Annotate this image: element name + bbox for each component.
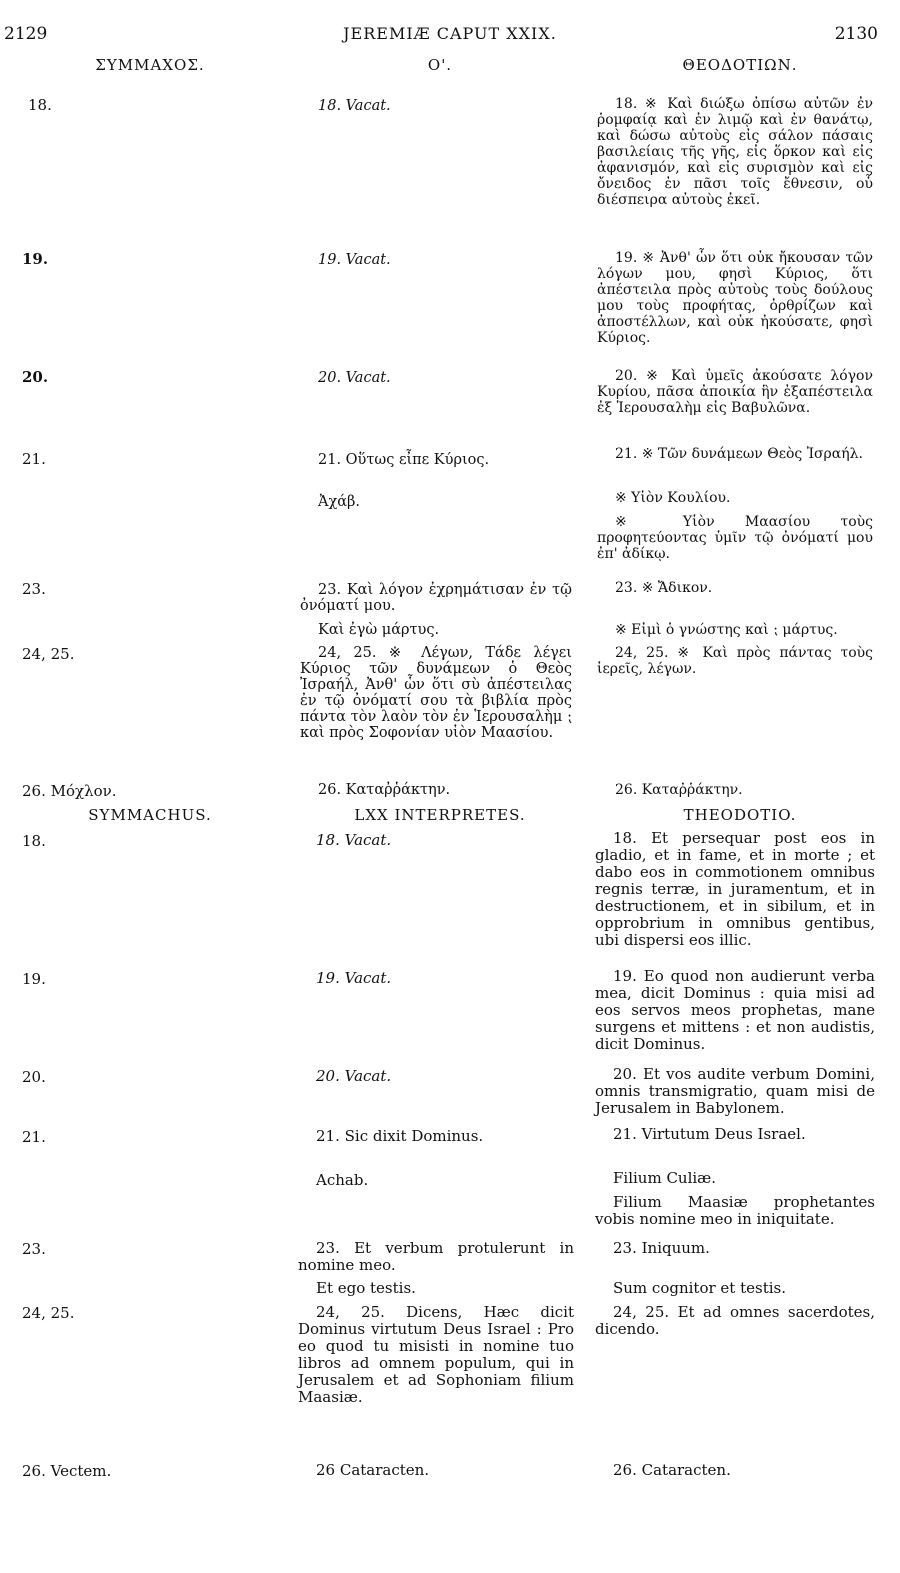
th-latin-23: 23. Iniquum. [613,1239,710,1257]
th-greek-21c: ※ Υἱὸν Μαασίου τοὺς προφητεύοντας ὑμῖν τῷ ὀνόματί μου ἐπ' ἀδίκῳ. [597,514,873,562]
lxx-greek-18: 18. Vacat. [318,98,391,114]
lxx-latin-19: 19. Vacat. [316,969,392,987]
header-symmachus-greek: ΣΥΜΜΑΧΟΣ. [95,56,205,74]
sym-latin-24-25: 24, 25. [22,1304,75,1322]
lxx-greek-24-25: 24, 25. ※ Λέγων, Τάδε λέγει Κύριος τῶν δυνάμεων ὁ Θεὸς Ἰσραήλ, Ἀνθ' ὧν ὅτι σὺ ἀπέστειλας ἐν τῷ ὀνόματί σου τὰ βιβλία πρὸς πάντα τὸν λαὸν τὸν ἐν Ἱερουσαλὴμ ⁏ καὶ πρὸς Σοφονίαν υἱὸν Μαασίου. [300,645,572,741]
lxx-greek-21: 21. Οὕτως εἶπε Κύριος. [318,452,490,468]
lxx-greek-23: 23. Καὶ λόγον ἐχρημάτισαν ἐν τῷ ὀνόματί μου. [300,582,572,614]
sym-latin-26: 26. Vectem. [22,1462,112,1480]
lxx-latin-20: 20. Vacat. [316,1067,392,1085]
sym-latin-19: 19. [22,970,46,988]
th-greek-21: 21. ※ Τῶν δυνάμεων Θεὸς Ἰσραήλ. [615,446,863,462]
page-number-left: 2129 [4,24,48,44]
sym-verse-20: 20. [22,368,49,386]
sym-verse-21: 21. [22,450,46,468]
lxx-greek-20: 20. Vacat. [318,370,391,386]
lxx-latin-23b: Et ego testis. [316,1279,416,1297]
sym-latin-21: 21. [22,1128,46,1146]
sym-latin-20: 20. [22,1068,46,1086]
th-latin-26: 26. Cataracten. [613,1461,731,1479]
th-latin-19: 19. Eo quod non audierunt verba mea, dicit Dominus : quia misi ad eos servos meos prophetas, mane surgens et mittens : et non audistis, dicit Dominus. [595,967,875,1053]
page-number-right: 2130 [834,24,878,44]
lxx-latin-24-25: 24, 25. Dicens, Hæc dicit Dominus virtutum Deus Israel : Pro eo quod tu misisti in nomine tuo libros ad omnem populum, qui in Jerusalem et ad Sophoniam filium Maasiæ. [298,1303,574,1406]
lxx-latin-18: 18. Vacat. [316,831,392,849]
th-greek-23b: ※ Εἰμὶ ὁ γνώστης καὶ ⁏ μάρτυς. [615,622,838,638]
header-theodotion-greek: ΘΕΟΔΟΤΙΩΝ. [682,56,798,74]
th-latin-23b: Sum cognitor et testis. [613,1279,786,1297]
th-greek-24-25: 24, 25. ※ Καὶ πρὸς πάντας τοὺς ἱερεῖς, λέγων. [597,645,873,677]
lxx-latin-21b: Achab. [316,1171,369,1189]
sym-verse-23: 23. [22,580,46,598]
th-latin-21: 21. Virtutum Deus Israel. [613,1125,806,1143]
header-lxx-greek: Ο'. [427,56,453,74]
lxx-latin-21: 21. Sic dixit Dominus. [316,1127,484,1145]
th-latin-20: 20. Et vos audite verbum Domini, omnis transmigratio, quam misi de Jerusalem in Babylonem. [595,1065,875,1117]
th-latin-24-25: 24, 25. Et ad omnes sacerdotes, dicendo. [595,1303,875,1338]
lxx-greek-26: 26. Καταῤῥάκτην. [318,782,451,798]
th-latin-18: 18. Et persequar post eos in gladio, et in fame, et in morte ; et dabo eos in commotionem omnibus regnis terræ, in juramentum, et in destructionem, et in sibilum, et in opprobrium in omnibus gentibus, ubi dispersi eos illic. [595,829,875,949]
lxx-latin-26: 26 Cataracten. [316,1461,430,1479]
sym-latin-18: 18. [22,832,46,850]
sym-verse-26: 26. Μόχλον. [22,782,117,800]
th-greek-18: 18. ※ Καὶ διώξω ὀπίσω αὐτῶν ἐν ῥομφαίᾳ καὶ ἐν λιμῷ καὶ ἐν θανάτῳ, καὶ δώσω αὐτοὺς εἰς σάλον πάσαις βασιλείαις τῆς γῆς, εἰς ὅρκον καὶ εἰς ἀφανισμόν, καὶ εἰς συρισμὸν καὶ εἰς ὄνειδος ἐν πᾶσι τοῖς ἔθνεσιν, οὗ διέσπειρα αὐτοὺς ἐκεῖ. [597,96,873,208]
header-lxx-latin: LXX INTERPRETES. [354,806,526,824]
header-symmachus-latin: SYMMACHUS. [88,806,212,824]
sym-verse-24-25: 24, 25. [22,645,75,663]
lxx-greek-19: 19. Vacat. [318,252,391,268]
th-latin-21b: Filium Culiæ. [613,1169,717,1187]
header-theodotion-latin: THEODOTIO. [683,806,797,824]
th-greek-26: 26. Καταῤῥάκτην. [615,782,743,798]
th-greek-21b: ※ Υἱὸν Κουλίου. [615,490,731,506]
th-greek-19: 19. ※ Ἀνθ' ὧν ὅτι οὐκ ἤκουσαν τῶν λόγων μου, φησὶ Κύριος, ὅτι ἀπέστειλα πρὸς αὐτοὺς τοὺς δούλους μου τοὺς προφήτας, ὀρθρίζων καὶ ἀποστέλλων, καὶ οὐκ ἠκούσατε, φησὶ Κύριος. [597,250,873,346]
th-greek-23: 23. ※ Ἄδικον. [615,580,713,596]
lxx-latin-23: 23. Et verbum protulerunt in nomine meo. [298,1239,574,1274]
running-title: JEREMIÆ CAPUT XXIX. [343,24,557,43]
sym-verse-18: 18. [28,96,52,114]
lxx-greek-23b: Καὶ ἐγὼ μάρτυς. [318,622,440,638]
sym-verse-19: 19. [22,250,49,268]
sym-latin-23: 23. [22,1240,46,1258]
th-latin-21c: Filium Maasiæ prophetantes vobis nomine meo in iniquitate. [595,1193,875,1228]
th-greek-20: 20. ※ Καὶ ὑμεῖς ἀκούσατε λόγον Κυρίου, πᾶσα ἀποικία ἣν ἐξαπέστειλα ἐξ Ἱερουσαλὴμ εἰς Βαβυλῶνα. [597,368,873,416]
lxx-greek-21b: Ἀχάβ. [318,494,361,510]
